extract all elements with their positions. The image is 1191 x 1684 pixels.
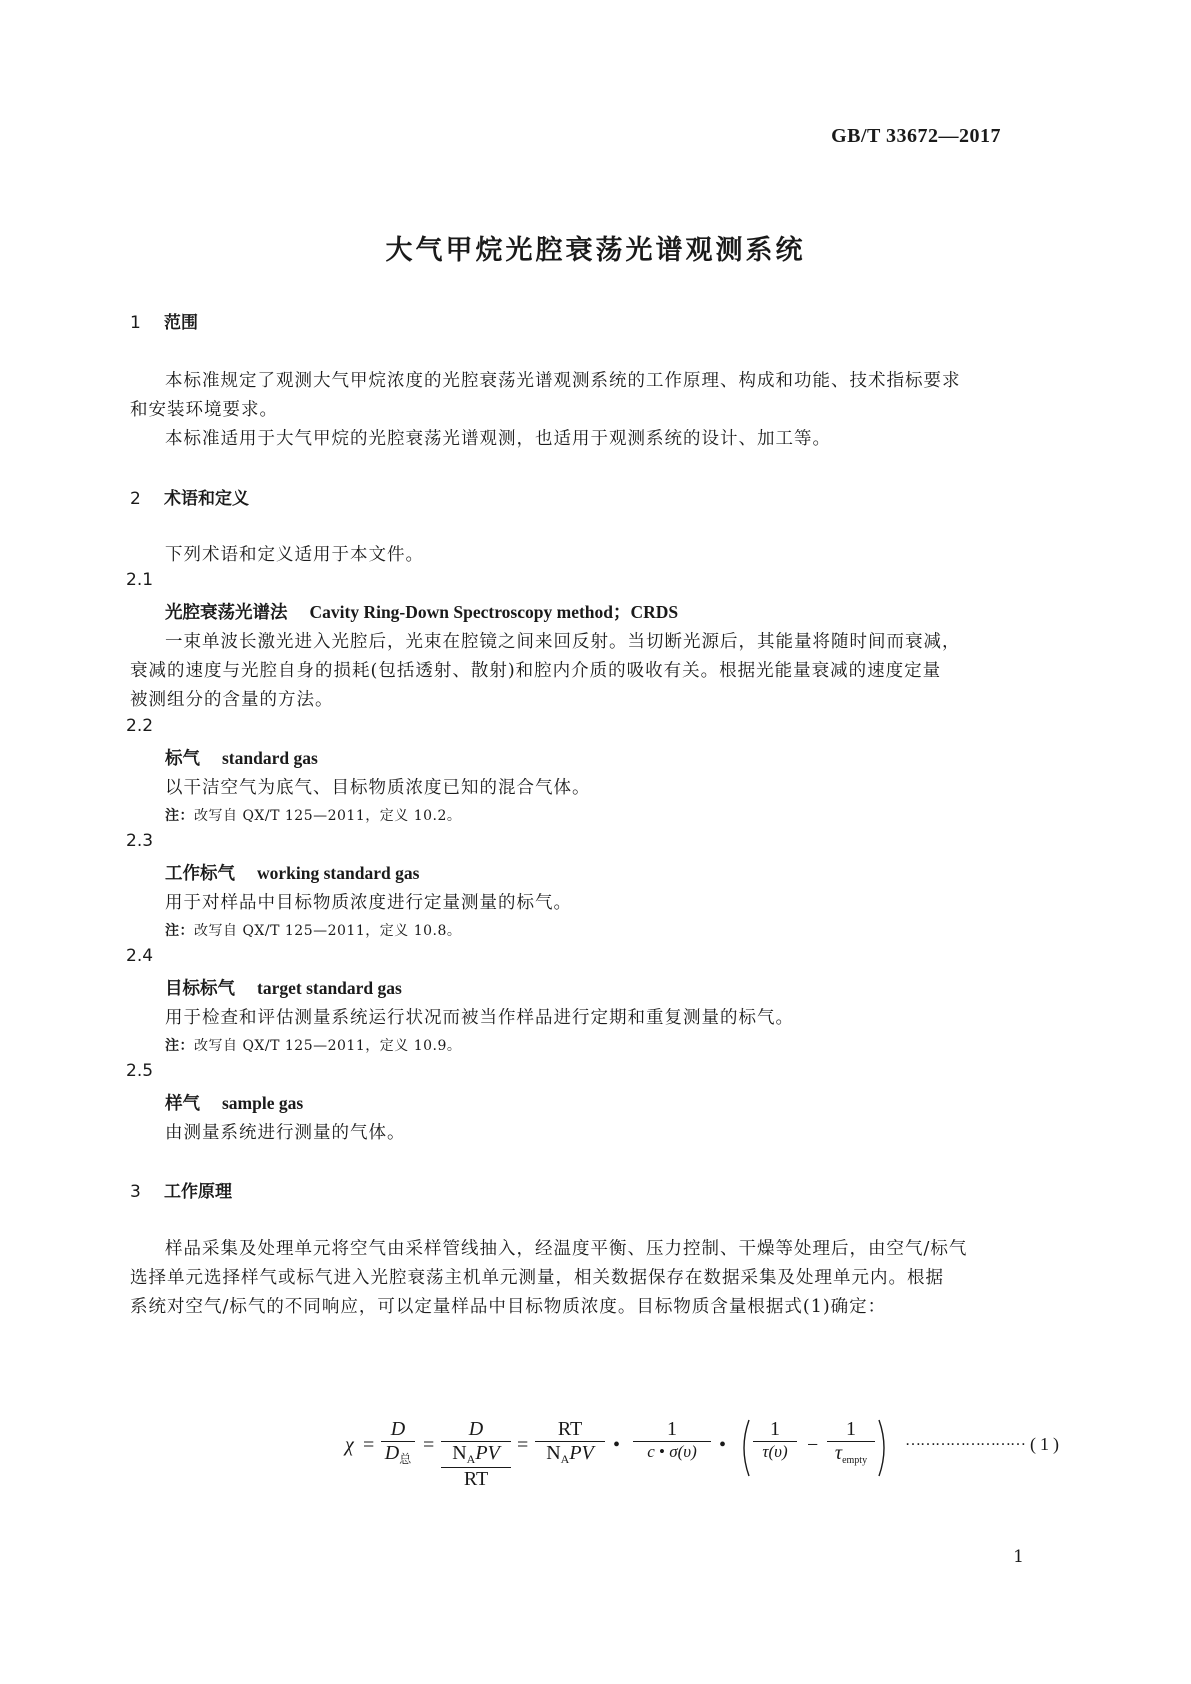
dot-operator: • (613, 1434, 621, 1456)
clause-2-1-number: 2.1 (126, 570, 154, 590)
numerator: D (390, 1418, 406, 1440)
section-2-heading (130, 484, 249, 509)
s2-intro: 下列术语和定义适用于本文件。 (165, 545, 424, 565)
inner-numerator: $N_APV$ (452, 1442, 500, 1466)
minus-sign: − (807, 1434, 819, 1456)
fraction-one-over-tau-nu (753, 1418, 797, 1462)
section-number: 3 (130, 1182, 141, 1202)
section-number: 2 (130, 489, 141, 509)
equals-sign: = (363, 1434, 375, 1456)
note-label: 注： (165, 1038, 194, 1054)
section-title: 工作原理 (164, 1182, 232, 1202)
denominator: τ(υ) (762, 1442, 788, 1461)
formula-1 (345, 1418, 1075, 1508)
right-parenthesis (877, 1418, 891, 1478)
section-number: 1 (130, 313, 141, 333)
clause-2-2-note (165, 805, 461, 825)
denominator: $N_APV$ (546, 1442, 594, 1466)
fraction-one-over-c-sigma (633, 1418, 711, 1462)
term-zh: 标气 (165, 749, 200, 769)
leader-dots: …………………… (905, 1432, 1025, 1449)
section-title: 范围 (164, 313, 198, 333)
chi-symbol: χ (345, 1434, 354, 1456)
clause-2-4-note (165, 1035, 461, 1055)
clause-2-4-number: 2.4 (126, 946, 154, 966)
section-1-heading (130, 308, 198, 333)
s3-paragraph-line-2: 选择单元选择样气或标气进入光腔衰荡主机单元测量，相关数据保存在数据采集及处理单元内。根据 (130, 1268, 944, 1288)
term-en: standard gas (222, 748, 318, 768)
note-text: 改写自 QX/T 125—2011，定义 10.8。 (194, 923, 462, 939)
clause-2-5-term (165, 1090, 303, 1115)
numerator: D (468, 1418, 484, 1440)
note-text: 改写自 QX/T 125—2011，定义 10.9。 (194, 1038, 462, 1054)
section-3-heading (130, 1177, 232, 1202)
term-en: working standard gas (257, 863, 420, 883)
note-label: 注： (165, 808, 194, 824)
equals-sign: = (517, 1434, 529, 1456)
note-label: 注： (165, 923, 194, 939)
section-title: 术语和定义 (164, 489, 249, 509)
denominator: c • σ(υ) (647, 1442, 697, 1461)
s1-paragraph-1-line-2: 和安装环境要求。 (130, 400, 278, 420)
fraction-d-over-moles (441, 1418, 511, 1491)
denominator: $D_总$ (384, 1442, 412, 1466)
clause-2-1-definition-line-2: 衰减的速度与光腔自身的损耗(包括透射、散射)和腔内介质的吸收有关。根据光能量衰减的速度定量 (130, 661, 942, 681)
s1-paragraph-2: 本标准适用于大气甲烷的光腔衰荡光谱观测，也适用于观测系统的设计、加工等。 (165, 429, 831, 449)
equals-sign: = (423, 1434, 435, 1456)
numerator: 1 (770, 1418, 780, 1440)
s3-paragraph-line-1: 样品采集及处理单元将空气由采样管线抽入，经温度平衡、压力控制、干燥等处理后，由空气/标气 (165, 1239, 968, 1259)
fraction-rt-over-napv (535, 1418, 605, 1467)
clause-2-3-term (165, 860, 419, 885)
clause-2-1-definition-line-1: 一束单波长激光进入光腔后，光束在腔镜之间来回反射。当切断光源后，其能量将随时间而衰减， (165, 632, 961, 652)
clause-2-3-number: 2.3 (126, 831, 154, 851)
clause-2-4-term (165, 975, 402, 1000)
clause-2-5-number: 2.5 (126, 1061, 154, 1081)
clause-2-2-term (165, 745, 318, 770)
standard-code: GB/T 33672—2017 (831, 125, 1001, 147)
document-title: 大气甲烷光腔衰荡光谱观测系统 (385, 235, 806, 266)
page-number: 1 (1013, 1547, 1024, 1567)
term-en: sample gas (222, 1093, 304, 1113)
note-text: 改写自 QX/T 125—2011，定义 10.2。 (194, 808, 462, 824)
clause-2-4-definition: 用于检查和评估测量系统运行状况而被当作样品进行定期和重复测量的标气。 (165, 1008, 794, 1028)
dot-operator: • (719, 1434, 727, 1456)
numerator: 1 (846, 1418, 856, 1440)
term-zh: 工作标气 (165, 864, 235, 884)
clause-2-2-definition: 以干洁空气为底气、目标物质浓度已知的混合气体。 (165, 778, 591, 798)
fraction-one-over-tau-empty (827, 1418, 875, 1466)
term-en: Cavity Ring-Down Spectroscopy method；CRDS (309, 602, 679, 622)
s3-paragraph-line-3: 系统对空气/标气的不同响应，可以定量样品中目标物质浓度。目标物质含量根据式(1)确定： (130, 1297, 887, 1317)
clause-2-1-definition-line-3: 被测组分的含量的方法。 (130, 690, 334, 710)
denominator: $\tau_{empty}$ (834, 1442, 868, 1466)
clause-2-1-term (165, 599, 678, 624)
term-en: target standard gas (257, 978, 402, 998)
numerator: RT (557, 1418, 583, 1440)
left-parenthesis (737, 1418, 751, 1478)
clause-2-5-definition: 由测量系统进行测量的气体。 (165, 1123, 406, 1143)
term-zh: 样气 (165, 1094, 200, 1114)
equation-label: (1) (1030, 1434, 1063, 1454)
term-zh: 光腔衰荡光谱法 (165, 603, 288, 623)
clause-2-3-note (165, 920, 461, 940)
term-zh: 目标标气 (165, 979, 235, 999)
clause-2-2-number: 2.2 (126, 716, 154, 736)
inner-denominator: RT (463, 1468, 489, 1490)
clause-2-3-definition: 用于对样品中目标物质浓度进行定量测量的标气。 (165, 893, 572, 913)
s1-paragraph-1-line-1: 本标准规定了观测大气甲烷浓度的光腔衰荡光谱观测系统的工作原理、构成和功能、技术指标要求 (165, 371, 961, 391)
numerator: 1 (667, 1418, 677, 1440)
fraction-d-over-d-total (381, 1418, 415, 1467)
